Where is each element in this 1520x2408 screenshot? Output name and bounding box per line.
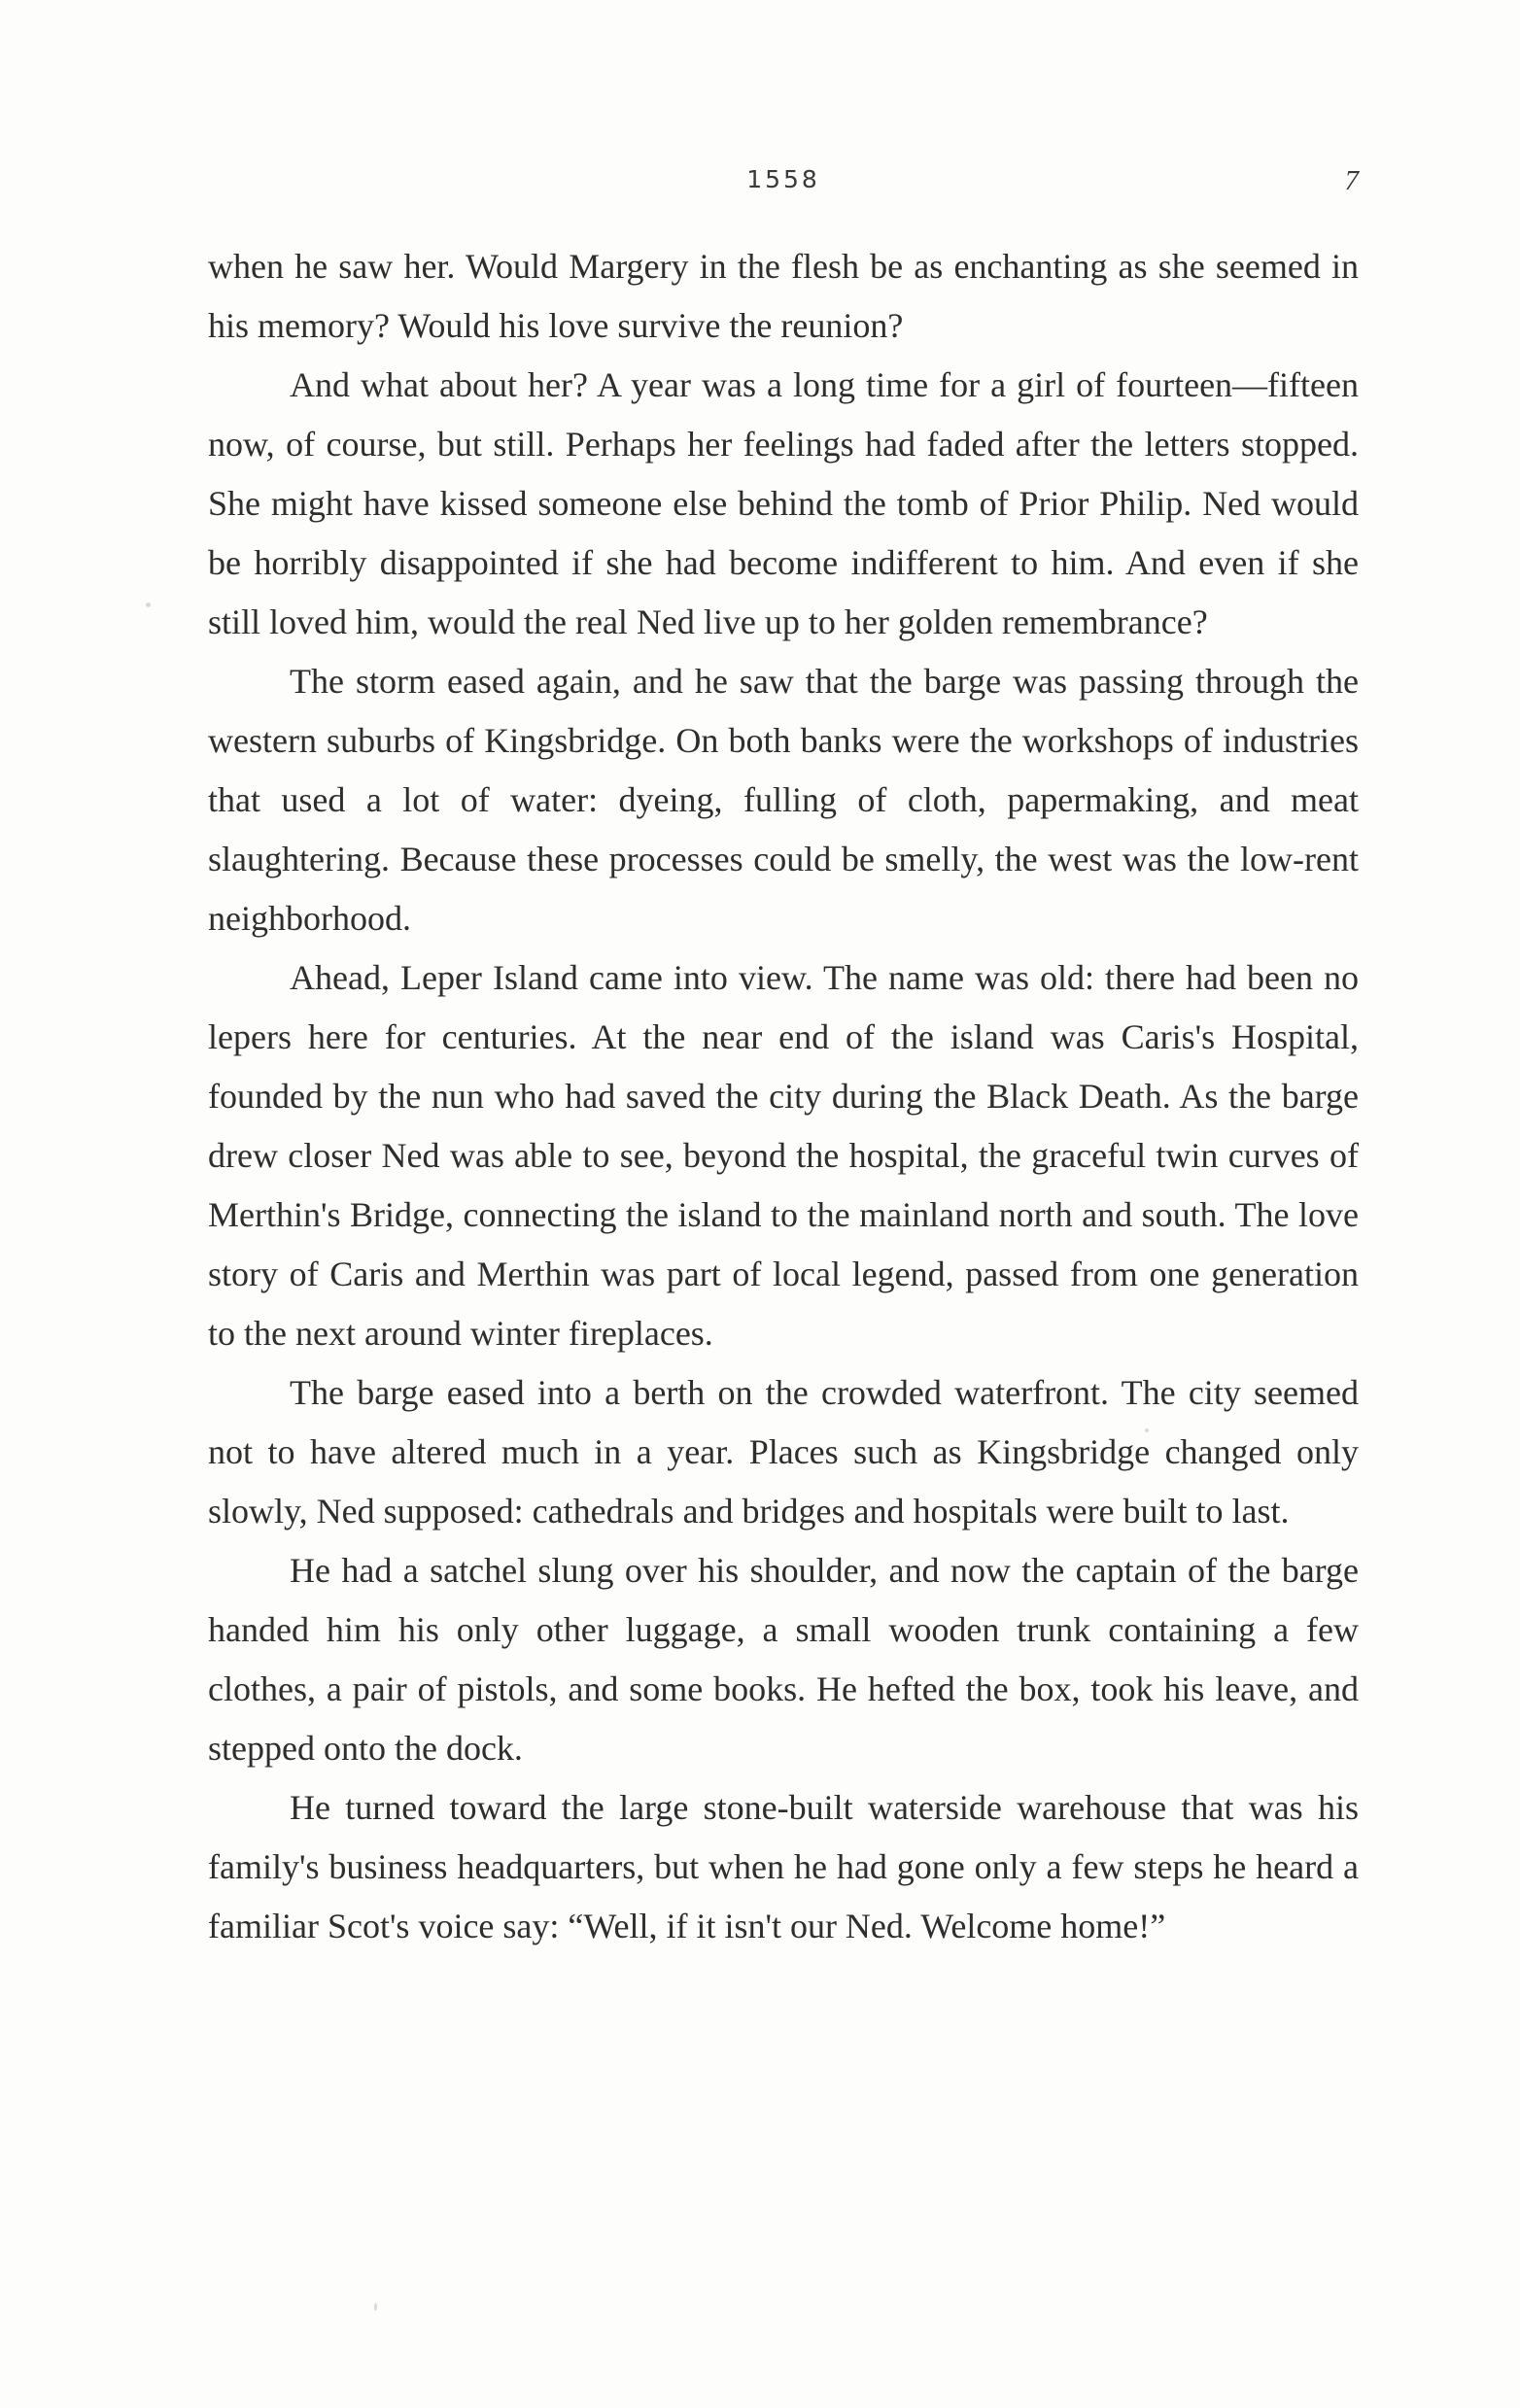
paragraph-4: Ahead, Leper Island came into view. The name was old: there had been no lepers here for centuries. At the near end of the island was Caris's Hospital, founded by the nun who had saved the city during the Black Death. As the barge drew closer Ned was able to see, beyond the hospital, the graceful twin curves of Merthin's Bridge, connecting the island to the mainland north and south. The love story of Caris and Merthin was part of local legend, passed from one generation to the next around winter fireplaces.: [208, 958, 1359, 1353]
paragraph-5: The barge eased into a berth on the crowded waterfront. The city seemed not to have altered much in a year. Places such as Kingsbridge changed only slowly, Ned supposed: cathedrals and bridges and hospitals were built to last.: [208, 1373, 1359, 1531]
paragraph-3: The storm eased again, and he saw that the barge was passing through the western suburbs of Kingsbridge. On both banks were the workshops of industries that used a lot of water: dyeing, fulling of cloth, papermaking, and meat slaughtering. Because these processes could be smelly, the west was the low-rent neighborhood.: [208, 662, 1359, 938]
scan-speck: [374, 2303, 377, 2311]
paragraph-2: And what about her? A year was a long time for a girl of fourteen—fifteen now, of course, but still. Perhaps her feelings had faded after the letters stopped. She might have kissed someone else behind the tomb of Prior Philip. Ned would be horribly disappointed if she had become indifferent to him. And even if she still loved him, would the real Ned live up to her golden remembrance?: [208, 365, 1359, 641]
body-text: [208, 237, 1359, 1956]
scan-speck: [1145, 1428, 1149, 1432]
paragraph-1: when he saw her. Would Margery in the flesh be as enchanting as she seemed in his memory? Would his love survive the reunion?: [208, 247, 1359, 345]
running-title: 1558: [746, 165, 820, 193]
paragraph-7: He turned toward the large stone-built waterside warehouse that was his family's business headquarters, but when he had gone only a few steps he heard a familiar Scot's voice say: “Well, if it isn't our Ned. Welcome home!”: [208, 1788, 1359, 1945]
running-head: [208, 165, 1359, 204]
paragraph-6: He had a satchel slung over his shoulder, and now the captain of the barge handed him his only other luggage, a small wooden trunk containing a few clothes, a pair of pistols, and some books. He hefted the box, took his leave, and stepped onto the dock.: [208, 1551, 1359, 1768]
scan-speck: [146, 602, 151, 607]
page-number: 7: [1344, 165, 1359, 196]
